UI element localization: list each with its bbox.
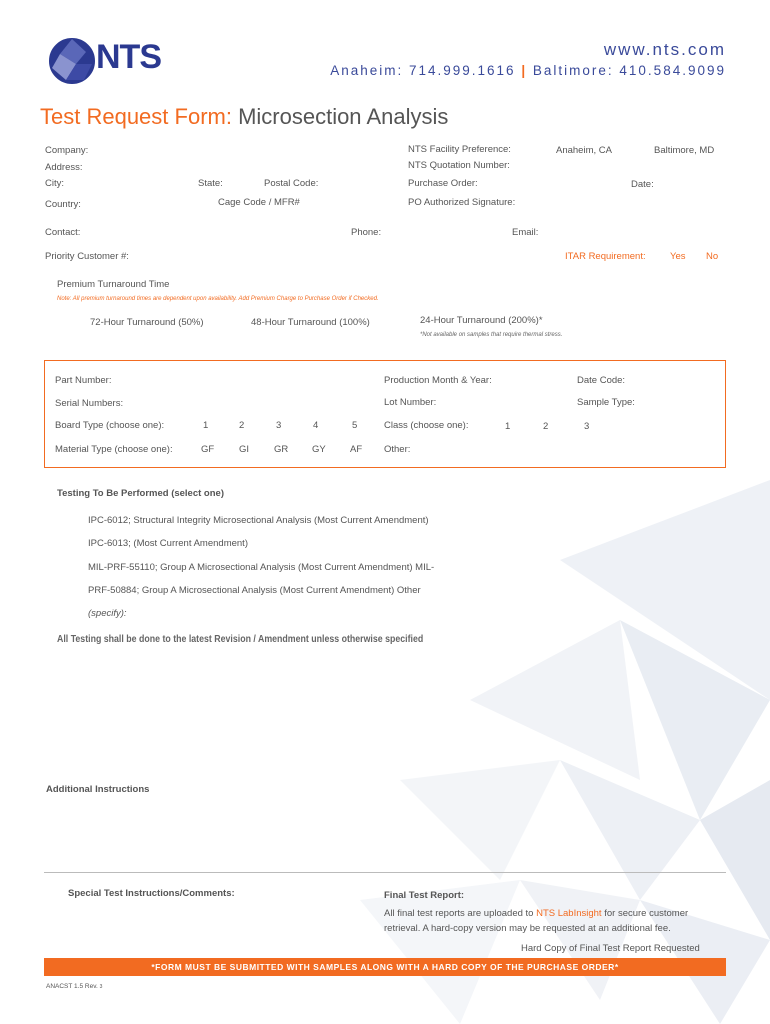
revision-label — [46, 983, 102, 990]
postal-code-label: Postal Code: — [264, 178, 319, 189]
facility-baltimore-option[interactable]: Baltimore, MD — [654, 145, 715, 156]
serial-numbers-label: Serial Numbers: — [55, 398, 124, 409]
class-option-3[interactable]: 3 — [584, 421, 590, 432]
test-option-ipc-6012[interactable]: IPC-6012; Structural Integrity Microsectional Analysis (Most Current Amendment) — [88, 515, 429, 526]
contact-label: Contact: — [45, 227, 81, 238]
turnaround-24-option[interactable]: 24-Hour Turnaround (200%)* — [420, 315, 543, 326]
material-option-gr[interactable]: GR — [274, 444, 289, 455]
divider — [44, 872, 726, 873]
turnaround-heading: Premium Turnaround Time — [57, 279, 170, 290]
board-type-label: Board Type (choose one): — [55, 420, 165, 431]
material-type-label: Material Type (choose one): — [55, 444, 173, 455]
turnaround-note: Note: All premium turnaround times are dependent upon availability. Add Premium Charge to Purchase Order if Checked. — [57, 296, 379, 302]
purchase-order-label: Purchase Order: — [408, 178, 478, 189]
revision-number: 3 — [99, 984, 103, 990]
phone-separator: | — [521, 63, 528, 78]
test-option-ipc-6013[interactable]: IPC-6013; (Most Current Amendment) — [88, 538, 248, 549]
final-report-text-1 — [384, 908, 688, 919]
material-option-gf[interactable]: GF — [201, 444, 215, 455]
board-option-2[interactable]: 2 — [239, 420, 245, 431]
turnaround-24-note: *Not available on samples that require thermal stress. — [420, 332, 563, 338]
itar-yes-option[interactable]: Yes — [670, 251, 686, 262]
revision-text: ANACST 1.5 Rev. — [46, 983, 98, 990]
test-option-mil-prf-55110[interactable]: MIL-PRF-55110; Group A Microsectional Analysis (Most Current Amendment) MIL- — [88, 562, 435, 573]
quotation-number-label: NTS Quotation Number: — [408, 160, 510, 171]
phone-label: Phone: — [351, 227, 382, 238]
page-title — [40, 104, 448, 130]
date-label: Date: — [631, 179, 654, 190]
labinsight-link[interactable]: NTS LabInsight — [536, 908, 602, 919]
material-option-gy[interactable]: GY — [312, 444, 326, 455]
class-option-2[interactable]: 2 — [543, 421, 549, 432]
special-instructions-heading: Special Test Instructions/Comments: — [68, 888, 235, 899]
board-option-5[interactable]: 5 — [352, 420, 358, 431]
test-option-other-specify[interactable]: (specify): — [88, 608, 127, 619]
state-label: State: — [198, 178, 223, 189]
part-number-label: Part Number: — [55, 375, 112, 386]
production-month-label: Production Month & Year: — [384, 375, 492, 386]
company-label: Company: — [45, 145, 89, 156]
board-option-3[interactable]: 3 — [276, 420, 282, 431]
title-rest: Microsection Analysis — [231, 104, 449, 129]
phone-numbers — [330, 63, 726, 78]
city-label: City: — [45, 178, 64, 189]
final-report-text-1a: All final test reports are uploaded to — [384, 908, 537, 919]
logo-text: NTS — [96, 38, 161, 76]
phone-anaheim: Anaheim: 714.999.1616 — [330, 63, 516, 78]
country-label: Country: — [45, 199, 81, 210]
class-label: Class (choose one): — [384, 420, 469, 431]
address-label: Address: — [45, 162, 83, 173]
submission-banner: *FORM MUST BE SUBMITTED WITH SAMPLES ALONG WITH A HARD COPY OF THE PURCHASE ORDER* — [44, 958, 726, 976]
material-option-gi[interactable]: GI — [239, 444, 250, 455]
itar-no-option[interactable]: No — [706, 251, 719, 262]
itar-requirement-label: ITAR Requirement: — [565, 251, 646, 262]
material-option-af[interactable]: AF — [350, 444, 363, 455]
final-report-text-1b: for secure customer — [601, 908, 689, 919]
lot-number-label: Lot Number: — [384, 397, 437, 408]
test-option-mil-prf-50884[interactable]: PRF-50884; Group A Microsectional Analysis (Most Current Amendment) Other — [88, 585, 421, 596]
priority-customer-label: Priority Customer #: — [45, 251, 129, 262]
turnaround-72-option[interactable]: 72-Hour Turnaround (50%) — [90, 317, 204, 328]
title-lead: Test Request Form: — [40, 104, 232, 129]
testing-heading: Testing To Be Performed (select one) — [57, 488, 224, 499]
final-report-heading: Final Test Report: — [384, 890, 465, 901]
additional-instructions-heading: Additional Instructions — [46, 784, 150, 795]
website-url[interactable]: www.nts.com — [603, 40, 726, 59]
final-report-text-2: retrieval. A hard-copy version may be requested at an additional fee. — [384, 923, 671, 934]
cage-code-label: Cage Code / MFR# — [218, 197, 300, 208]
hard-copy-option[interactable]: Hard Copy of Final Test Report Requested — [521, 943, 700, 954]
phone-baltimore: Baltimore: 410.584.9099 — [532, 63, 726, 78]
sample-type-label: Sample Type: — [577, 397, 635, 408]
other-label: Other: — [384, 444, 411, 455]
email-label: Email: — [512, 227, 539, 238]
turnaround-48-option[interactable]: 48-Hour Turnaround (100%) — [251, 317, 370, 328]
date-code-label: Date Code: — [577, 375, 626, 386]
class-option-1[interactable]: 1 — [505, 421, 511, 432]
board-option-1[interactable]: 1 — [203, 420, 209, 431]
board-option-4[interactable]: 4 — [313, 420, 319, 431]
testing-notice: All Testing shall be done to the latest Revision / Amendment unless otherwise specified — [57, 634, 424, 645]
facility-preference-label: NTS Facility Preference: — [408, 144, 511, 155]
facility-anaheim-option[interactable]: Anaheim, CA — [556, 145, 612, 156]
po-signature-label: PO Authorized Signature: — [408, 197, 516, 208]
